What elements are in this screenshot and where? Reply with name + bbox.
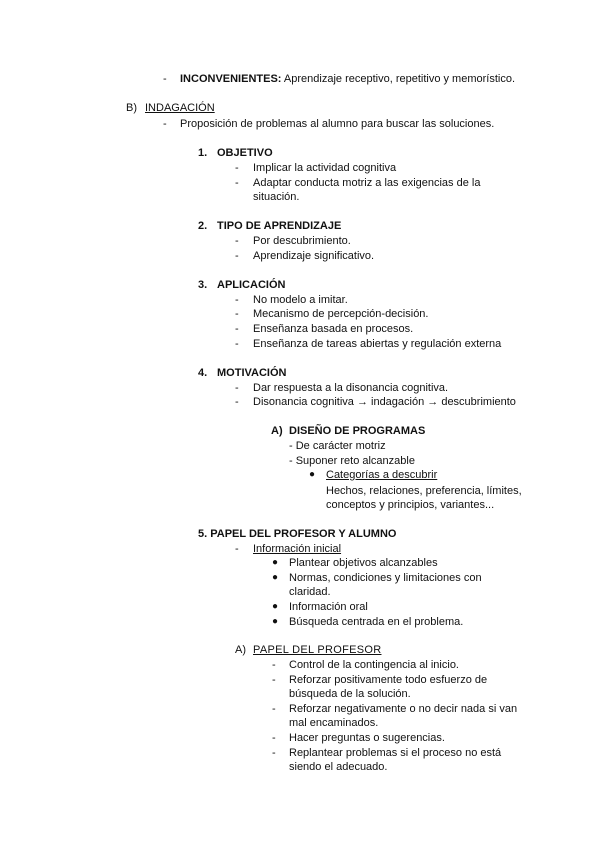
list-item-continuation: búsqueda de la solución. <box>289 688 411 700</box>
item-number: 4. <box>198 367 208 379</box>
bullet-dash: - <box>272 674 276 686</box>
bullet-dot: ● <box>272 601 279 612</box>
list-item: Replantear problemas si el proceso no está <box>289 747 502 759</box>
diseno-line: - De carácter motriz <box>289 440 386 452</box>
list-item: Mecanismo de percepción-decisión. <box>253 308 429 320</box>
subsection-letter: A) <box>235 644 246 656</box>
list-item: Enseñanza basada en procesos. <box>253 323 414 335</box>
list-item: Normas, condiciones y limitaciones con <box>289 572 482 584</box>
bullet-dash: - <box>235 235 239 247</box>
bullet-dash: - <box>235 250 239 262</box>
bullet-dash: - <box>272 747 276 759</box>
list-item: Hacer preguntas o sugerencias. <box>289 732 445 744</box>
bullet-dash: - <box>235 323 239 335</box>
tipo-aprendizaje-heading: TIPO DE APRENDIZAJE <box>217 220 342 232</box>
objetivo-heading: OBJETIVO <box>217 147 273 159</box>
bullet-dash: - <box>235 396 239 408</box>
bullet-dash: - <box>235 308 239 320</box>
bullet-dash: - <box>235 543 239 555</box>
list-item: Reforzar negativamente o no decir nada si van <box>289 703 518 715</box>
papel-heading: 5. PAPEL DEL PROFESOR Y ALUMNO <box>198 528 397 540</box>
item-number: 3. <box>198 279 208 291</box>
bullet-dash: - <box>272 703 276 715</box>
list-item: Dar respuesta a la disonancia cognitiva. <box>253 382 449 394</box>
bullet-dash: - <box>235 338 239 350</box>
list-item: Plantear objetivos alcanzables <box>289 557 438 569</box>
item-number: 2. <box>198 220 208 232</box>
motivacion-heading: MOTIVACIÓN <box>217 367 287 379</box>
subsection-letter: A) <box>271 425 283 437</box>
bullet-dot: ● <box>272 572 279 583</box>
bullet-dash: - <box>272 659 276 671</box>
list-item: Por descubrimiento. <box>253 235 351 247</box>
diseno-line: - Suponer reto alcanzable <box>289 455 415 467</box>
inconvenientes-text: Aprendizaje receptivo, repetitivo y memorístico. <box>281 73 516 85</box>
papel-profesor-title: PAPEL DEL PROFESOR <box>253 644 382 656</box>
categorias-title: Categorías a descubrir <box>326 469 438 481</box>
list-item: Control de la contingencia al inicio. <box>289 659 459 671</box>
diseno-programas-heading: DISEÑO DE PROGRAMAS <box>289 425 426 437</box>
bullet-dash: - <box>163 118 167 130</box>
aplicacion-heading: APLICACIÓN <box>217 279 286 291</box>
list-item: Búsqueda centrada en el problema. <box>289 616 464 628</box>
list-item: Adaptar conducta motriz a las exigencias de la <box>253 177 481 189</box>
list-item: No modelo a imitar. <box>253 294 348 306</box>
list-item: Enseñanza de tareas abiertas y regulación externa <box>253 338 502 350</box>
bullet-dash: - <box>235 162 239 174</box>
bullet-dot: ● <box>272 557 279 568</box>
inconvenientes-line <box>180 72 515 86</box>
bullet-dot: ● <box>272 616 279 627</box>
item-number: 1. <box>198 147 208 159</box>
list-item-continuation: claridad. <box>289 586 331 598</box>
section-summary: Proposición de problemas al alumno para buscar las soluciones. <box>180 118 495 130</box>
bullet-dot: ● <box>309 469 316 480</box>
bullet-dash: - <box>235 382 239 394</box>
list-item: Aprendizaje significativo. <box>253 250 375 262</box>
list-item-continuation: situación. <box>253 191 300 203</box>
categorias-line: Hechos, relaciones, preferencia, límites, <box>326 485 522 497</box>
list-item: Reforzar positivamente todo esfuerzo de <box>289 674 488 686</box>
list-item: Información oral <box>289 601 368 613</box>
categorias-line: conceptos y principios, variantes... <box>326 499 495 511</box>
section-title: INDAGACIÓN <box>145 102 215 114</box>
bullet-dash: - <box>235 294 239 306</box>
bullet-dash: - <box>163 73 167 85</box>
list-item: Implicar la actividad cognitiva <box>253 162 397 174</box>
bullet-dash: - <box>235 177 239 189</box>
section-letter: B) <box>126 102 137 114</box>
bullet-dash: - <box>272 732 276 744</box>
list-item: Disonancia cognitiva → indagación → descubrimiento <box>253 396 516 408</box>
informacion-inicial-title: Información inicial <box>253 543 342 555</box>
list-item-continuation: siendo el adecuado. <box>289 761 388 773</box>
inconvenientes-label: INCONVENIENTES: <box>180 73 282 85</box>
list-item-continuation: mal encaminados. <box>289 717 379 729</box>
